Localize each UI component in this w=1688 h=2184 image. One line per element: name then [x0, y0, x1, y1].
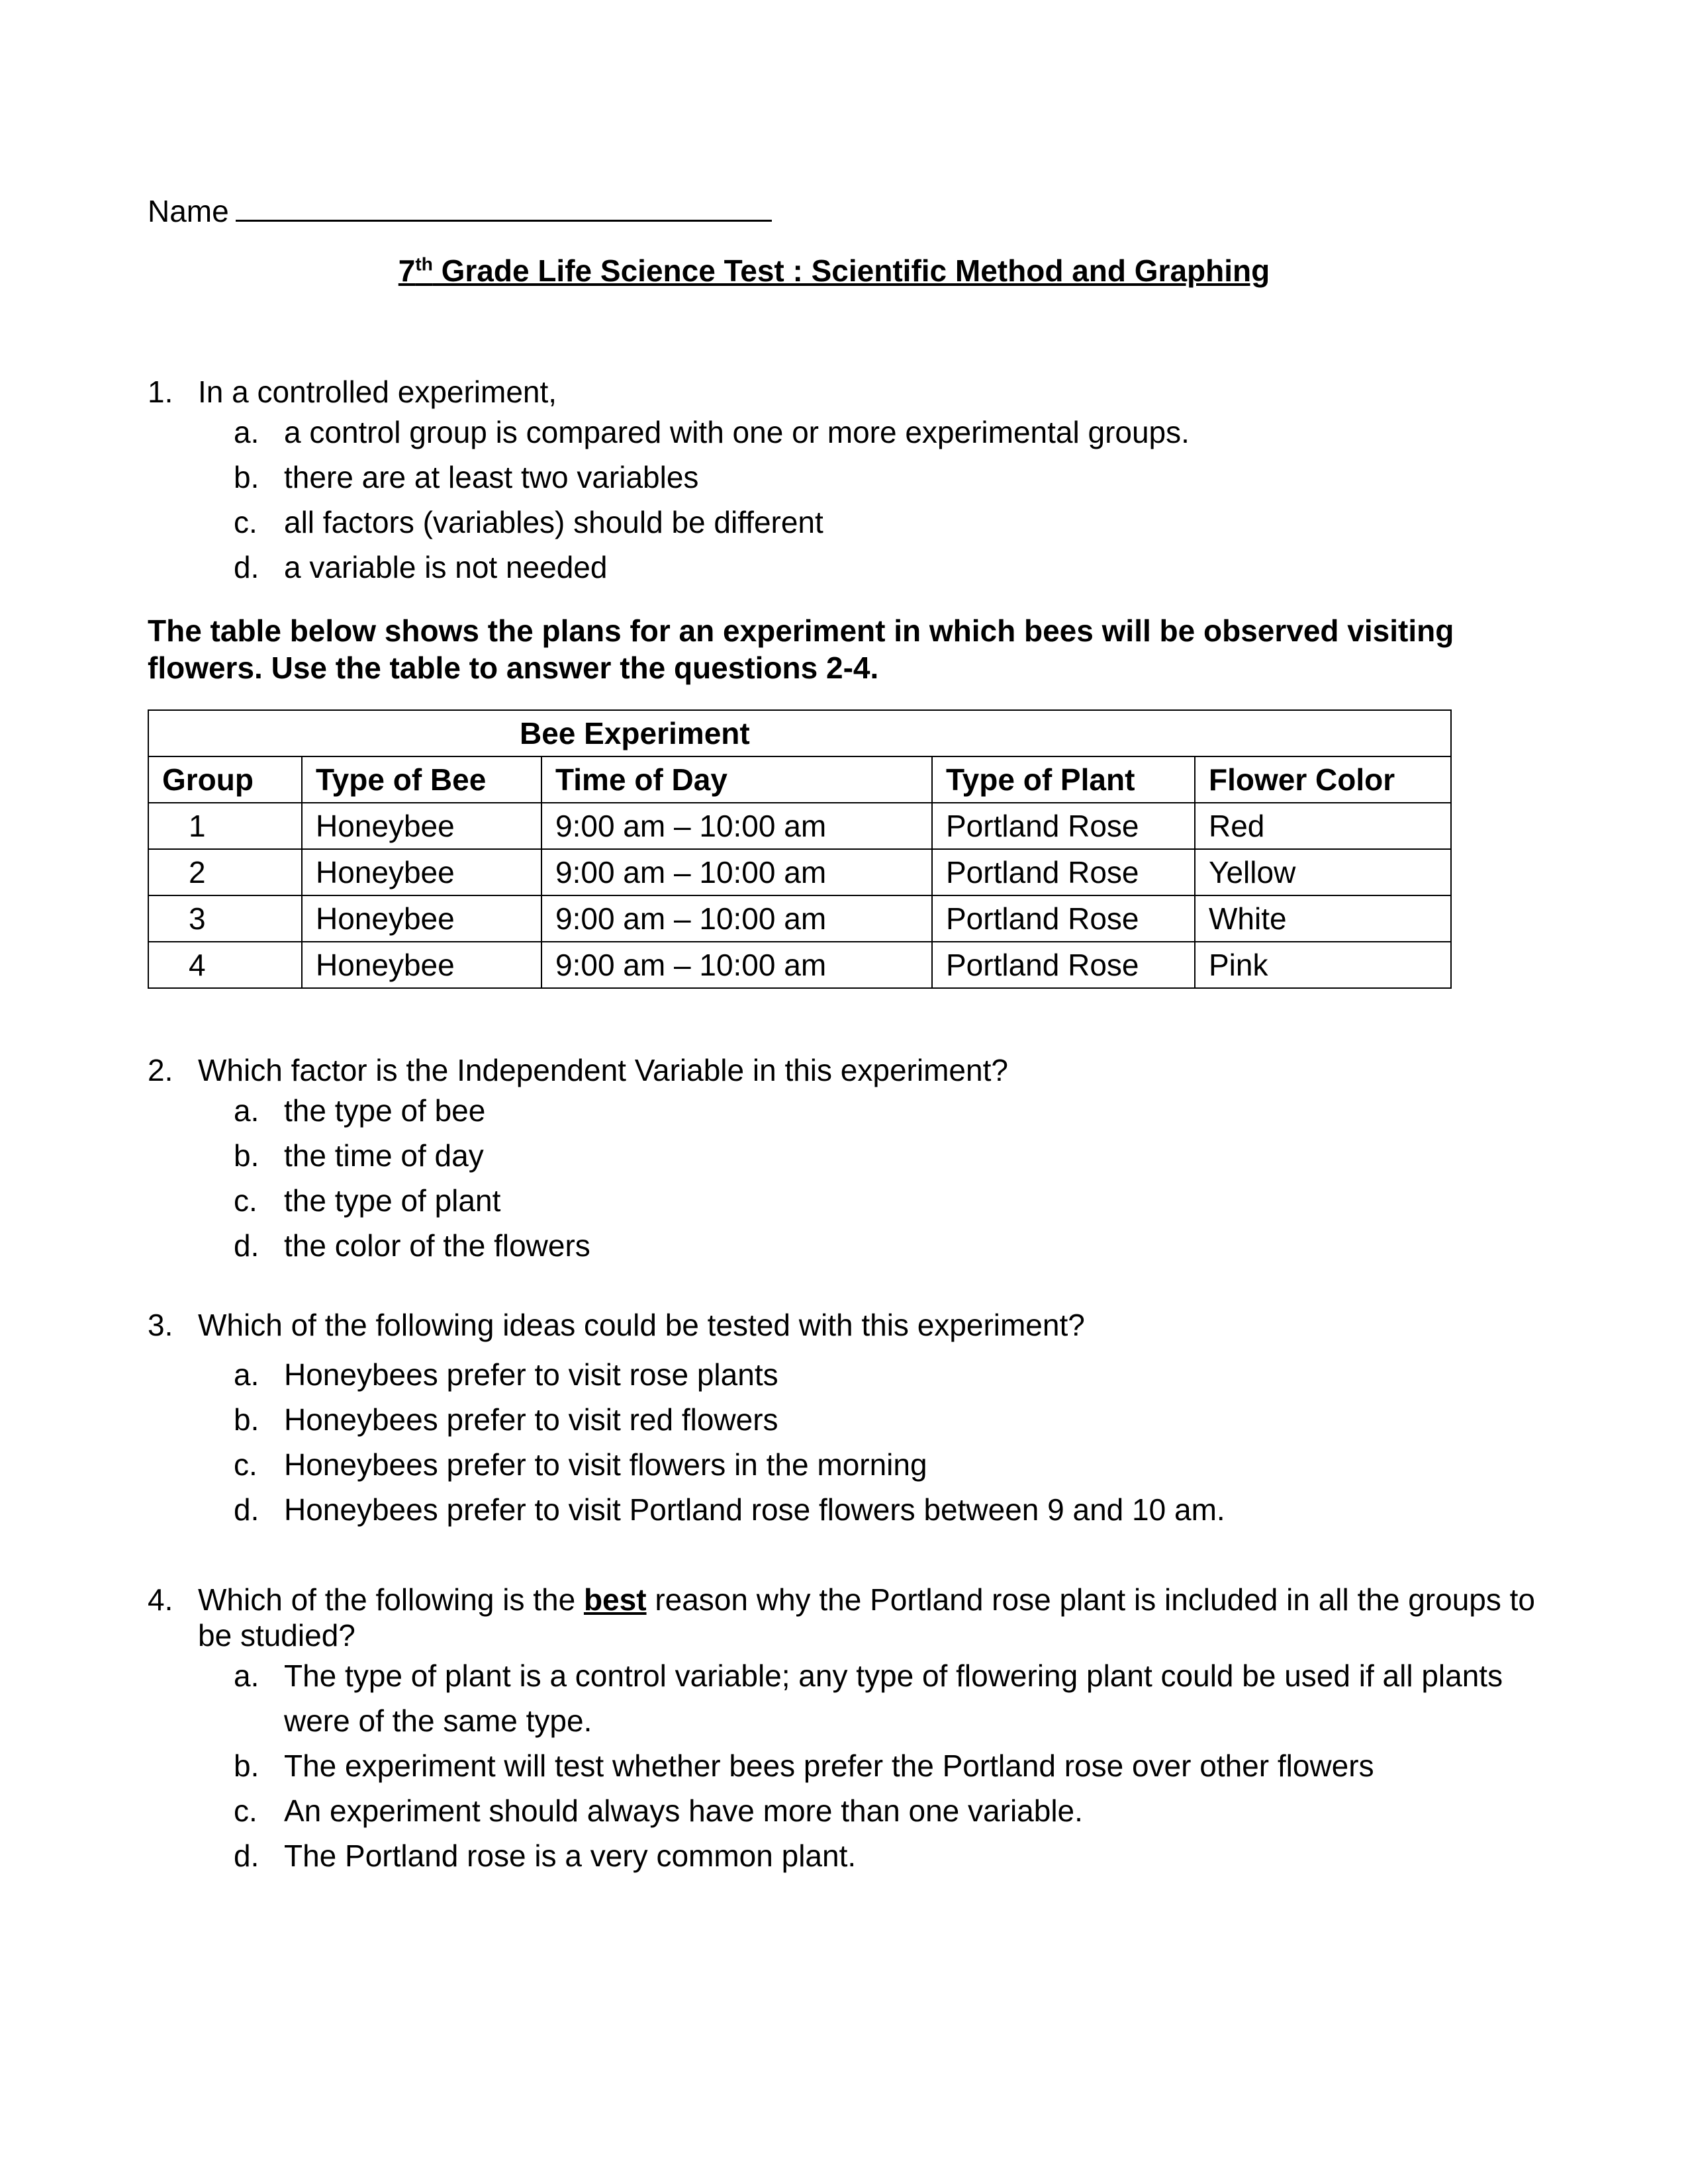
- table-row: [148, 849, 1451, 895]
- option-letter: c.: [234, 1183, 258, 1218]
- cell-type-of-plant: Portland Rose: [932, 803, 1195, 849]
- column-header-type-of-plant: Type of Plant: [932, 756, 1195, 803]
- question-number: 3.: [148, 1308, 173, 1342]
- title-grade-number: 7: [398, 253, 416, 288]
- question-stem: [148, 1052, 1538, 1088]
- cell-type-of-bee: Honeybee: [302, 895, 541, 942]
- question-text: In a controlled experiment,: [198, 375, 557, 409]
- question-stem: [148, 1307, 1538, 1343]
- cell-group: 3: [148, 895, 302, 942]
- option-text: The experiment will test whether bees prefer the Portland rose over other flowers: [284, 1749, 1374, 1783]
- column-header-type-of-bee: Type of Bee: [302, 756, 541, 803]
- option-letter: c.: [234, 1794, 258, 1828]
- question-text: Which factor is the Independent Variable in this experiment?: [198, 1053, 1008, 1087]
- title-superscript: th: [415, 253, 433, 275]
- cell-group: 4: [148, 942, 302, 988]
- option-text: An experiment should always have more than one variable.: [284, 1794, 1083, 1828]
- table-header-row: [148, 756, 1451, 803]
- column-header-flower-color: Flower Color: [1195, 756, 1451, 803]
- bee-experiment-table: [148, 709, 1452, 989]
- answer-option[interactable]: [234, 1223, 1538, 1268]
- option-letter: d.: [234, 1492, 259, 1527]
- name-blank-line[interactable]: [236, 193, 772, 222]
- cell-time-of-day: 9:00 am – 10:00 am: [541, 895, 932, 942]
- question-stem: [148, 374, 1538, 410]
- option-letter: b.: [234, 1138, 259, 1173]
- title-text: Grade Life Science Test : Scientific Method and Graphing: [432, 253, 1270, 288]
- answer-option[interactable]: [234, 500, 1538, 545]
- cell-time-of-day: 9:00 am – 10:00 am: [541, 849, 932, 895]
- option-text: all factors (variables) should be different: [284, 505, 823, 539]
- answer-option[interactable]: [234, 545, 1538, 590]
- answer-option[interactable]: [234, 410, 1538, 455]
- option-text: a control group is compared with one or more experimental groups.: [284, 415, 1190, 449]
- option-text: there are at least two variables: [284, 460, 699, 494]
- cell-group: 2: [148, 849, 302, 895]
- question-4: [148, 1582, 1538, 1878]
- cell-type-of-bee: Honeybee: [302, 942, 541, 988]
- cell-group: 1: [148, 803, 302, 849]
- column-header-group: Group: [148, 756, 302, 803]
- answer-option[interactable]: [234, 1833, 1538, 1878]
- option-text: the type of bee: [284, 1093, 486, 1128]
- answer-option[interactable]: [234, 1088, 1538, 1133]
- cell-type-of-plant: Portland Rose: [932, 849, 1195, 895]
- page-title: [0, 253, 1668, 289]
- option-letter: b.: [234, 1749, 259, 1783]
- question-3: [148, 1307, 1538, 1532]
- option-letter: d.: [234, 1228, 259, 1263]
- option-letter: b.: [234, 460, 259, 494]
- question-text: Which of the following ideas could be tested with this experiment?: [198, 1308, 1085, 1342]
- table-instructions: The table below shows the plans for an experiment in which bees will be observed visiting flowers. Use the table to answer the questions 2-4.: [148, 614, 1454, 685]
- table-row: [148, 942, 1451, 988]
- option-letter: c.: [234, 1447, 258, 1482]
- question-text: [198, 1582, 1538, 1653]
- cell-flower-color: White: [1195, 895, 1451, 942]
- answer-option[interactable]: [234, 1178, 1538, 1223]
- option-text: The Portland rose is a very common plant.: [284, 1839, 857, 1873]
- option-text: the time of day: [284, 1138, 484, 1173]
- question-number: 4.: [148, 1582, 173, 1617]
- option-letter: a.: [234, 1357, 259, 1392]
- option-text: Honeybees prefer to visit flowers in the morning: [284, 1447, 927, 1482]
- cell-time-of-day: 9:00 am – 10:00 am: [541, 803, 932, 849]
- option-text: Honeybees prefer to visit rose plants: [284, 1357, 778, 1392]
- cell-type-of-bee: Honeybee: [302, 803, 541, 849]
- column-header-time-of-day: Time of Day: [541, 756, 932, 803]
- question-2: [148, 1052, 1538, 1268]
- option-text: The type of plant is a control variable; any type of flowering plant could be used if all plants were of the same type.: [284, 1659, 1503, 1738]
- cell-type-of-bee: Honeybee: [302, 849, 541, 895]
- stem-text-before: Which of the following is the: [198, 1582, 584, 1617]
- stem-emphasis: best: [583, 1582, 647, 1617]
- option-text: Honeybees prefer to visit red flowers: [284, 1402, 778, 1437]
- question-number: 1.: [148, 375, 173, 409]
- question-1: [148, 374, 1538, 590]
- option-text: the color of the flowers: [284, 1228, 590, 1263]
- cell-type-of-plant: Portland Rose: [932, 942, 1195, 988]
- option-letter: d.: [234, 1839, 259, 1873]
- answer-option[interactable]: [234, 1743, 1538, 1788]
- table-row: [148, 895, 1451, 942]
- option-letter: a.: [234, 415, 259, 449]
- table-row: [148, 803, 1451, 849]
- name-field-row: [148, 193, 772, 229]
- option-text: Honeybees prefer to visit Portland rose flowers between 9 and 10 am.: [284, 1492, 1225, 1527]
- option-letter: a.: [234, 1659, 259, 1693]
- option-text: the type of plant: [284, 1183, 501, 1218]
- cell-flower-color: Red: [1195, 803, 1451, 849]
- answer-option[interactable]: [234, 1487, 1538, 1532]
- option-letter: c.: [234, 505, 258, 539]
- cell-flower-color: Yellow: [1195, 849, 1451, 895]
- cell-time-of-day: 9:00 am – 10:00 am: [541, 942, 932, 988]
- answer-option[interactable]: [234, 455, 1538, 500]
- option-letter: a.: [234, 1093, 259, 1128]
- answer-option[interactable]: [234, 1133, 1538, 1178]
- answer-option[interactable]: [234, 1788, 1538, 1833]
- question-stem: [148, 1582, 1538, 1653]
- cell-type-of-plant: Portland Rose: [932, 895, 1195, 942]
- option-text: a variable is not needed: [284, 550, 608, 584]
- cell-flower-color: Pink: [1195, 942, 1451, 988]
- table-caption: Bee Experiment: [148, 710, 1451, 756]
- option-letter: d.: [234, 550, 259, 584]
- answer-option[interactable]: [234, 1653, 1538, 1743]
- answer-option[interactable]: [234, 1397, 1538, 1442]
- answer-option[interactable]: [234, 1352, 1538, 1397]
- question-number: 2.: [148, 1053, 173, 1087]
- answer-option[interactable]: [234, 1442, 1538, 1487]
- table-caption-row: [148, 710, 1451, 756]
- name-label: Name: [148, 194, 229, 228]
- option-letter: b.: [234, 1402, 259, 1437]
- stem-text-after: reason why the Portland rose plant is included in all the groups to be studied?: [198, 1582, 1536, 1653]
